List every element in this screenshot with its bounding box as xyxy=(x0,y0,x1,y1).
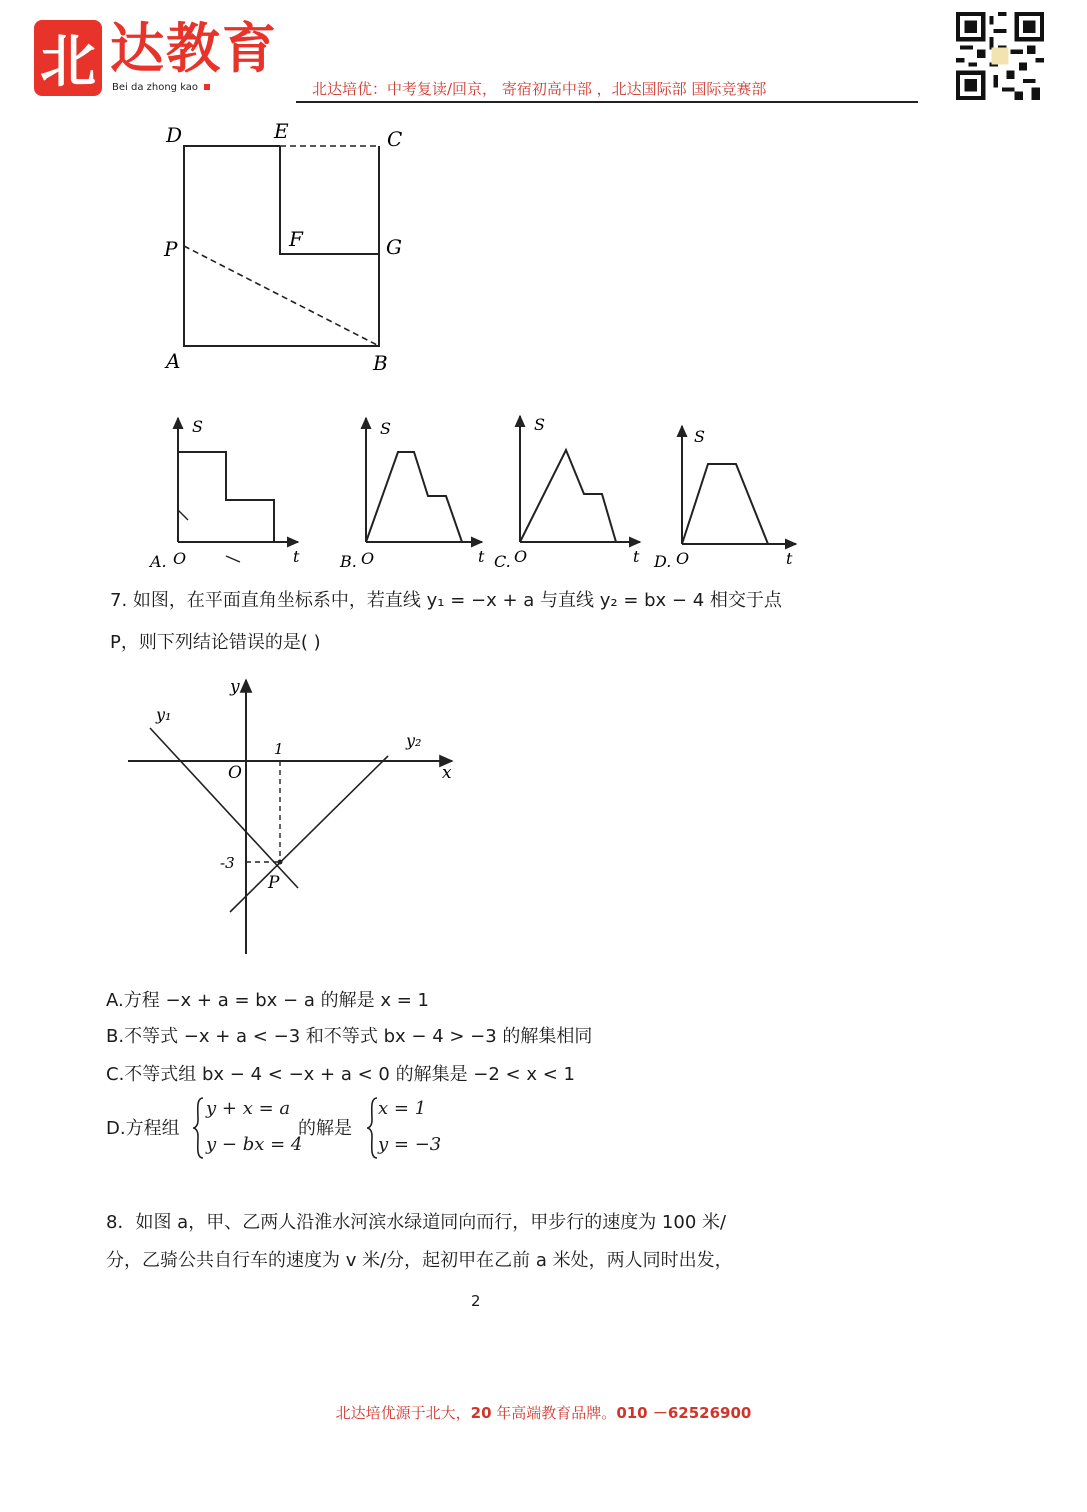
square-icon xyxy=(204,84,210,90)
footer-text-a: 北达培优源于北大， xyxy=(335,1404,471,1422)
q7-option-d-mid: 的解是 xyxy=(298,1118,352,1139)
origin-label: O xyxy=(228,763,242,783)
x-axis-label: x xyxy=(442,763,452,783)
y1-label: y₁ xyxy=(156,705,172,724)
graph-d-axis-s: S xyxy=(694,427,705,446)
dashed-path-pb xyxy=(184,246,379,346)
graph-a-origin: O xyxy=(173,549,187,568)
brand-subtitle xyxy=(112,82,210,93)
graph-d-axis-t: t xyxy=(786,549,793,568)
footer-years: 20 xyxy=(470,1404,492,1422)
q8-line-1: 8．如图 a，甲、乙两人沿淮水河滨水绿道同向而行，甲步行的速度为 100 米/ xyxy=(106,1212,727,1233)
graph-c-axis-s: S xyxy=(534,415,545,434)
label-E: E xyxy=(274,119,289,143)
q7-line-1: 7. 如图，在平面直角坐标系中，若直线 y₁ = −x + a 与直线 y₂ = bx − 4 相交于点 xyxy=(110,590,782,611)
point-p-label: P xyxy=(268,873,280,893)
square-figure xyxy=(150,118,420,380)
tick-y-neg3: -3 xyxy=(220,854,235,872)
q7-coordinate-figure xyxy=(120,674,465,958)
q7-option-d-eq2: y − bx = 4 xyxy=(206,1134,303,1155)
brand-logo xyxy=(34,20,102,96)
option-d-left-brace xyxy=(192,1096,204,1160)
y2-label: y₂ xyxy=(406,731,422,750)
point-p xyxy=(278,860,283,865)
tick-x-1: 1 xyxy=(274,740,284,758)
q7-option-d-sol2: y = −3 xyxy=(378,1134,442,1155)
logo-char: 北 xyxy=(40,29,96,95)
graph-b-axis-t: t xyxy=(478,547,485,566)
graph-c-origin: O xyxy=(514,547,528,566)
graph-b-label: B. xyxy=(340,552,357,571)
q7-option-d-eq1: y + x = a xyxy=(206,1098,291,1119)
header-slogan: 北达培优：中考复读/回京， 寄宿初高中部 ，北达国际部 国际竞赛部 xyxy=(312,80,767,98)
label-F: F xyxy=(289,227,303,251)
graph-option-a xyxy=(178,418,298,562)
graph-d-label: D. xyxy=(654,552,672,571)
graph-option-c xyxy=(520,416,640,542)
graph-c-label: C. xyxy=(494,552,511,571)
label-A: A xyxy=(166,349,181,373)
option-d-right-brace xyxy=(366,1096,378,1160)
graph-b-axis-s: S xyxy=(380,419,391,438)
line-y2 xyxy=(230,756,388,912)
label-P: P xyxy=(164,237,178,261)
footer-text-b: 年高端教育品牌。 xyxy=(491,1404,617,1422)
graph-b-origin: O xyxy=(361,549,375,568)
y-axis-label: y xyxy=(230,677,240,697)
q7-line-2: P，则下列结论错误的是( ) xyxy=(110,632,321,653)
q7-option-b: B.不等式 −x + a < −3 和不等式 bx − 4 > −3 的解集相同 xyxy=(106,1026,593,1047)
header-divider xyxy=(296,101,918,103)
graph-d-origin: O xyxy=(676,549,690,568)
qr-code-icon xyxy=(956,12,1044,100)
q7-option-c: C.不等式组 bx − 4 < −x + a < 0 的解集是 −2 < x < 1 xyxy=(106,1064,575,1085)
q8-line-2: 分，乙骑公共自行车的速度为 v 米/分，起初甲在乙前 a 米处，两人同时出发， xyxy=(106,1250,733,1271)
label-B: B xyxy=(373,351,388,375)
label-D: D xyxy=(166,123,183,147)
graph-a-axis-t: t xyxy=(293,547,300,566)
graph-c-axis-t: t xyxy=(633,547,640,566)
graph-a-label: A. xyxy=(150,552,167,571)
square-solid-outline xyxy=(184,146,379,346)
label-G: G xyxy=(386,235,402,259)
footer xyxy=(0,1402,1087,1423)
mini-graphs xyxy=(148,412,808,576)
label-C: C xyxy=(387,127,403,151)
q7-option-d-prefix: D.方程组 xyxy=(106,1118,180,1139)
page-number: 2 xyxy=(471,1292,481,1310)
graph-a-axis-s: S xyxy=(192,417,203,436)
q7-option-d-sol1: x = 1 xyxy=(378,1098,427,1119)
brand-name: 达教育 xyxy=(110,16,278,80)
q7-option-a: A.方程 −x + a = bx − a 的解是 x = 1 xyxy=(106,990,429,1011)
footer-phone: 010 －62526900 xyxy=(616,1404,752,1422)
brand-subtitle-text: Bei da zhong kao xyxy=(112,82,199,93)
